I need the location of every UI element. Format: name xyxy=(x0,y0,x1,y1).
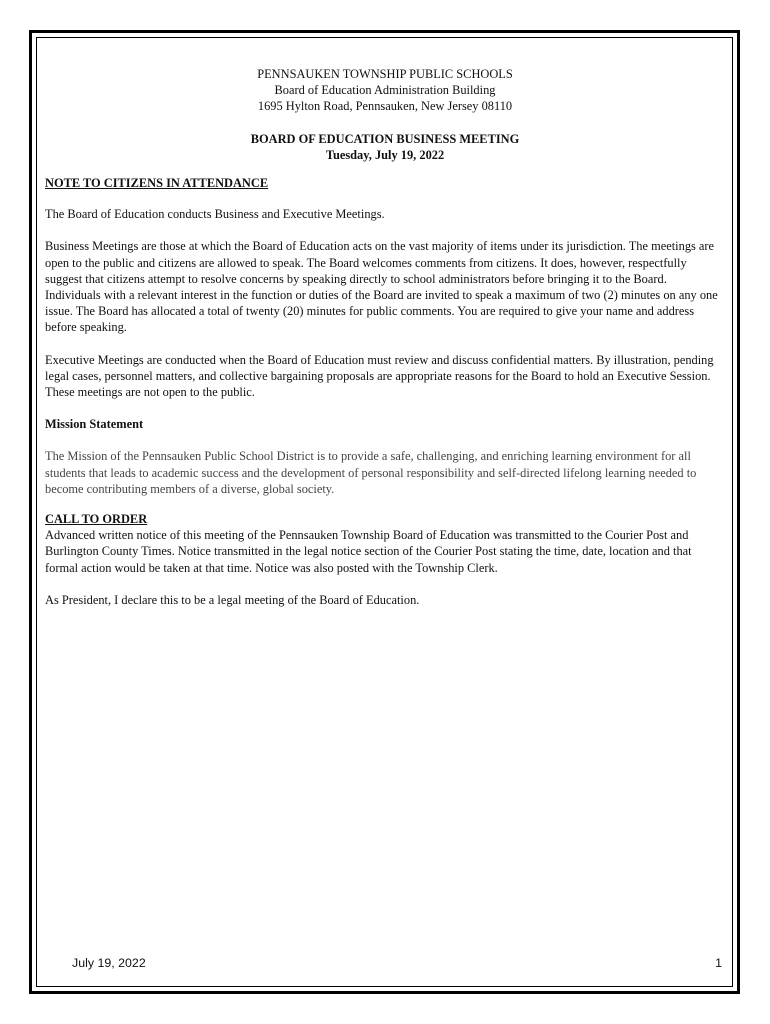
address: 1695 Hylton Road, Pennsauken, New Jersey 08110 xyxy=(257,99,513,114)
page-number: 1 xyxy=(715,956,722,970)
call-to-order-heading: CALL TO ORDER xyxy=(45,512,148,527)
executive-meetings-paragraph: Executive Meetings are conducted when the Board of Education must review and discuss confidential matters. By illustration, pending legal cases, personnel matters, and collective bargaining proposals are appropriate reasons for the Board to hold an Executive Session. These meetings are not open to the public. xyxy=(45,352,714,400)
mission-text: The Mission of the Pennsauken Public School District is to provide a safe, challenging, and enriching learning environment for all students that leads to academic success and the development of personal responsibility and self-directed lifelong learning needed to become contributing members of a diverse, global society. xyxy=(45,449,697,496)
footer-date: July 19, 2022 xyxy=(72,956,146,970)
district-name: PENNSAUKEN TOWNSHIP PUBLIC SCHOOLS xyxy=(257,67,513,81)
president-declaration: As President, I declare this to be a legal meeting of the Board of Education. xyxy=(45,592,420,607)
note-intro: The Board of Education conducts Business and Executive Meetings. xyxy=(45,207,385,222)
building-name: Board of Education Administration Building xyxy=(274,83,496,98)
business-meetings-paragraph: Business Meetings are those at which the Board of Education acts on the vast majority of items under its jurisdiction. The meetings are open to the public and citizens are allowed to speak. The Board welcomes comments from citizens. It does, however, respectfully suggest that citizens attempt to resolve concerns by speaking directly to school administrators before bringing it to the Board. Individuals with a relevant interest in the function or duties of the Board are invited to speak a maximum of two (2) minutes on any one issue. The Board has allocated a total of twenty (20) minutes for public comments. You are required to give your name and address before speaking. xyxy=(45,239,718,335)
meeting-title: BOARD OF EDUCATION BUSINESS MEETING xyxy=(250,131,520,146)
document-body xyxy=(45,66,725,608)
call-to-order-notice: Advanced written notice of this meeting of the Pennsauken Township Board of Education was transmitted to the Courier Post and Burlington County Times. Notice transmitted in the legal notice section of the Courier Post stating the time, date, location and that formal action would be taken at that time. Notice was also posted with the Township Clerk. xyxy=(45,528,692,575)
note-heading: NOTE TO CITIZENS IN ATTENDANCE xyxy=(45,176,269,191)
meeting-date: Tuesday, July 19, 2022 xyxy=(325,147,445,162)
mission-heading: Mission Statement xyxy=(45,417,144,432)
